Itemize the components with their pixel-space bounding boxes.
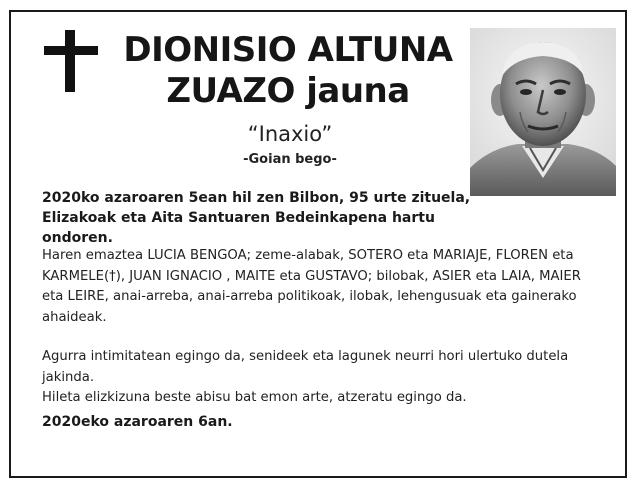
name-line-1: DIONISIO ALTUNA	[123, 30, 453, 70]
death-line-2: Elizakoak eta Aita Santuaren Bedeinkapena hartu ondoren.	[42, 210, 435, 246]
name-line-2: ZUAZO jauna	[166, 71, 410, 111]
cross-icon	[44, 30, 98, 92]
deceased-name	[112, 30, 464, 112]
burial-paragraph	[42, 347, 602, 409]
portrait-photo	[470, 28, 616, 196]
family-text: Haren emaztea LUCIA BENGOA; zeme-alabak, SOTERO eta MARIAJE, FLOREN eta KARMELE(†), JUAN IGNACIO , MAITE eta GUSTAVO; bilobak, ASIER eta LAIA, MAIER eta LEIRE, anai-arreba, anai-arreba politikoak, ilobak, lehengusuak eta gainerako ahaideak.	[42, 248, 581, 325]
death-line-1: 2020ko azaroaren 5ean hil zen Bilbon, 95 urte zituela,	[42, 190, 471, 206]
burial-text-1: Agurra intimitatean egingo da, senideek eta lagunek neurri hori ulertuko dutela jakinda.	[42, 349, 569, 385]
goian-bego: -Goian bego-	[243, 152, 337, 167]
death-announcement	[42, 188, 502, 248]
nickname: “Inaxio”	[247, 122, 333, 146]
burial-text-2: Hileta elizkizuna beste abisu bat emon arte, atzeratu egingo da.	[42, 390, 467, 405]
family-paragraph	[42, 246, 602, 328]
notice-date: 2020eko azaroaren 6an.	[42, 414, 233, 430]
